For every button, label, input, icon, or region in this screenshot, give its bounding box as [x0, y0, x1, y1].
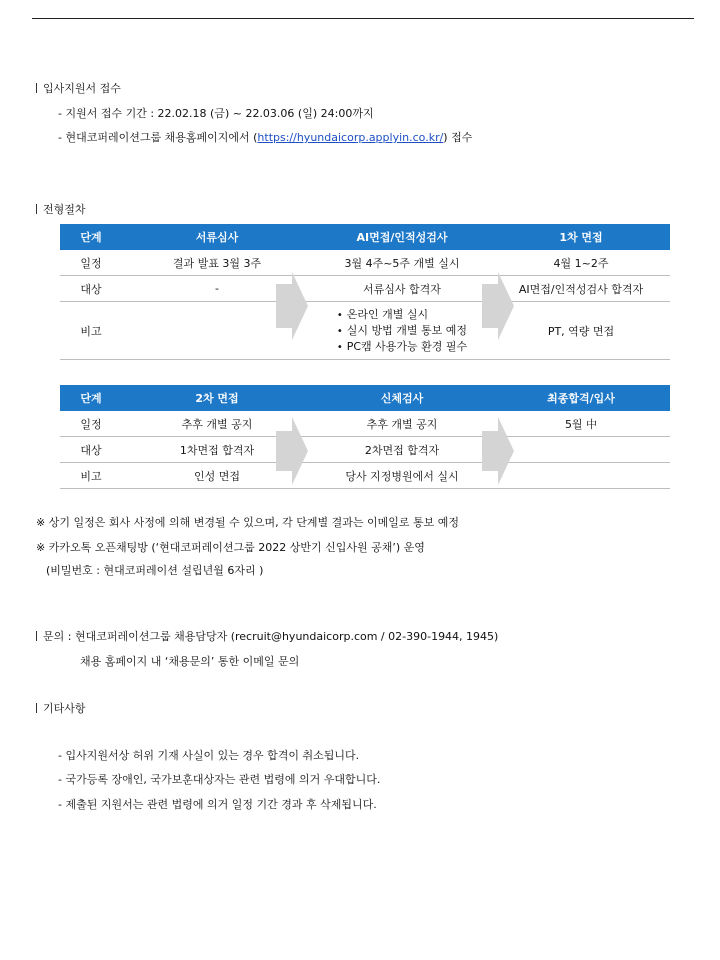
table-cell: AI면접/인적성검사 합격자	[492, 276, 670, 302]
list-item: • 온라인 개별 실시	[337, 307, 467, 323]
table-header: 최종합격/입사	[492, 385, 670, 411]
step-arrow-body	[482, 431, 498, 471]
note-password: (비밀번호 : 현대코퍼레이션 설립년월 6자리 )	[46, 564, 264, 577]
table-cell: PT, 역량 면접	[492, 302, 670, 360]
table-header: 신체검사	[312, 385, 492, 411]
table-cell: 5월 中	[492, 411, 670, 437]
step-arrow-body	[482, 284, 498, 328]
step-arrow-icon	[292, 272, 308, 340]
table-cell	[492, 437, 670, 463]
step-arrow-body	[276, 431, 292, 471]
list-item: • 실시 방법 개별 통보 예정	[337, 323, 467, 339]
table-header: 1차 면접	[492, 224, 670, 250]
table-cell: 추후 개별 공지	[312, 411, 492, 437]
table-header: AI면접/인적성검사	[312, 224, 492, 250]
table-cell	[492, 463, 670, 489]
table-cell: 4월 1~2주	[492, 250, 670, 276]
step-arrow-body	[276, 284, 292, 328]
table-cell: 일정	[60, 250, 122, 276]
section-apply-title: 입사지원서 접수	[36, 80, 121, 96]
table-row	[60, 250, 670, 276]
process-table-1	[60, 224, 670, 360]
apply-site-link[interactable]: https://hyundaicorp.applyin.co.kr/	[257, 131, 444, 144]
table-header-row	[60, 385, 670, 411]
step-arrow-icon	[498, 417, 514, 485]
table-cell: 3월 4주~5주 개별 실시	[312, 250, 492, 276]
table-row	[60, 411, 670, 437]
list-item: - 제출된 지원서는 관련 법령에 의거 일정 기간 경과 후 삭제됩니다.	[58, 798, 377, 811]
table-cell: 대상	[60, 437, 122, 463]
table-cell: 추후 개별 공지	[122, 411, 312, 437]
list-item: - 국가등록 장애인, 국가보훈대상자는 관련 법령에 의거 우대합니다.	[58, 773, 381, 786]
table-cell: 인성 면접	[122, 463, 312, 489]
table-cell: 1차면접 합격자	[122, 437, 312, 463]
table-cell: 2차면접 합격자	[312, 437, 492, 463]
process-table-2	[60, 385, 670, 489]
table-row	[60, 276, 670, 302]
table-header: 단계	[60, 224, 122, 250]
table-header: 2차 면접	[122, 385, 312, 411]
contact-line: 문의 : 현대코퍼레이션그룹 채용담당자 (recruit@hyundaicorp.com / 02-390-1944, 1945)	[36, 628, 498, 644]
list-item: • PC캠 사용가능 환경 필수	[337, 339, 467, 355]
table-cell: 당사 지정병원에서 실시	[312, 463, 492, 489]
section-process-title: 전형절차	[36, 201, 86, 217]
step-arrow-icon	[292, 417, 308, 485]
table-header: 서류심사	[122, 224, 312, 250]
table-cell	[312, 302, 492, 360]
contact-line-2: 채용 홈페이지 내 ‘채용문의’ 통한 이메일 문의	[80, 655, 300, 668]
apply-site: - 현대코퍼레이션그룹 채용홈페이지에서 (https://hyundaicorp.applyin.co.kr/) 접수	[58, 131, 473, 144]
section-etc-title: 기타사항	[36, 700, 86, 716]
table-cell: -	[122, 276, 312, 302]
table-row	[60, 463, 670, 489]
table-row	[60, 437, 670, 463]
table-header: 단계	[60, 385, 122, 411]
table-cell: 결과 발표 3월 3주	[122, 250, 312, 276]
note-schedule-change: ※ 상기 일정은 회사 사정에 의해 변경될 수 있으며, 각 단계별 결과는 이메일로 통보 예정	[36, 516, 459, 529]
table-cell: 대상	[60, 276, 122, 302]
note-kakao-openchat: ※ 카카오톡 오픈채팅방 (‘현대코퍼레이션그룹 2022 상반기 신입사원 공채’) 운영	[36, 541, 425, 554]
table-cell: 서류심사 합격자	[312, 276, 492, 302]
table-row	[60, 302, 670, 360]
note-bullet-list	[337, 307, 467, 355]
table-cell: 비고	[60, 463, 122, 489]
table-cell: 비고	[60, 302, 122, 360]
top-divider	[32, 18, 694, 19]
apply-period: - 지원서 접수 기간 : 22.02.18 (금) ~ 22.03.06 (일) 24:00까지	[58, 107, 374, 120]
table-cell: 일정	[60, 411, 122, 437]
step-arrow-icon	[498, 272, 514, 340]
table-header-row	[60, 224, 670, 250]
list-item: - 입사지원서상 허위 기재 사실이 있는 경우 합격이 취소됩니다.	[58, 749, 360, 762]
